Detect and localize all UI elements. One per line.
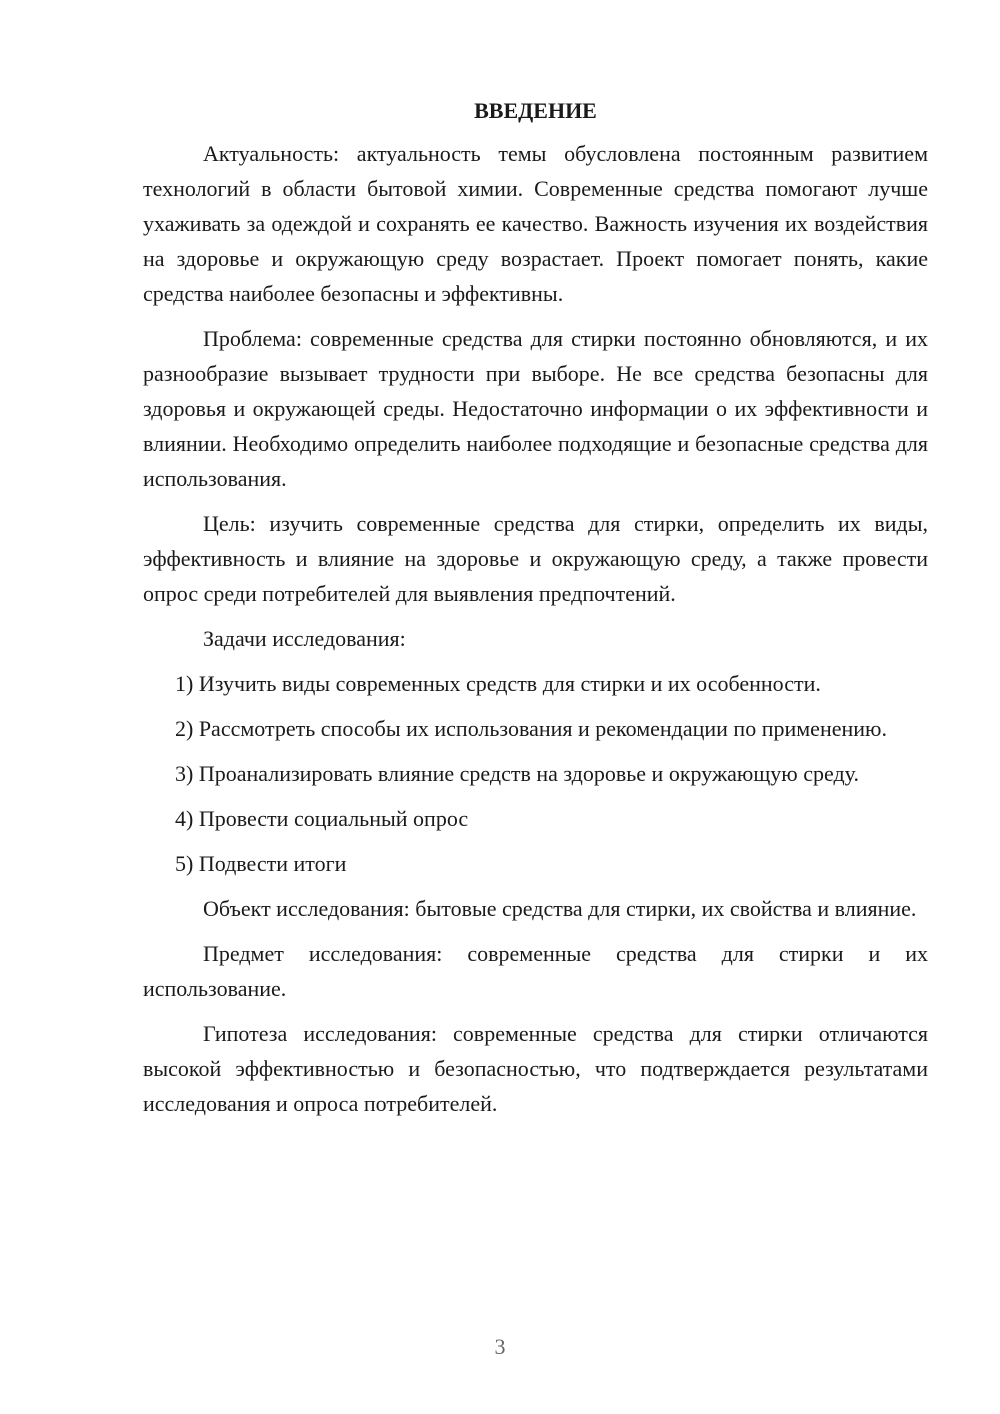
tasks-title: Задачи исследования: [203,626,406,651]
object-paragraph: Объект исследования: бытовые средства для стирки, их свойства и влияние. [203,896,917,921]
page-number: 3 [494,1334,506,1359]
task-item: 5) Подвести итоги [175,851,347,876]
task-item: 4) Провести социальный опрос [175,806,469,831]
relevance-paragraph: Актуальность: актуальность темы обусловлена постоянным развитием технологий в области бытовой химии. Современные средства помогают лучше ухаживать за одеждой и сохранять ее качество. Важность изучения их воздействия на здоровье и окружающую среду возрастает. Проект помогает понять, какие средства наиболее безопасны и эффективны. [143,141,928,306]
problem-paragraph: Проблема: современные средства для стирки постоянно обновляются, и их разнообразие вызывает трудности при выборе. Не все средства безопасны для здоровья и окружающей среды. Недостаточно информации о их эффективности и влиянии. Необходимо определить наиболее подходящие и безопасные средства для использования. [143,326,928,491]
page-content [143,94,928,1131]
subject-paragraph: Предмет исследования: современные средства для стирки и их использование. [143,941,928,1001]
section-heading: ВВЕДЕНИЕ [474,98,597,123]
task-item: 1) Изучить виды современных средств для стирки и их особенности. [175,671,821,696]
hypothesis-paragraph: Гипотеза исследования: современные средства для стирки отличаются высокой эффективностью и безопасностью, что подтверждается результатами исследования и опроса потребителей. [143,1021,928,1116]
goal-paragraph: Цель: изучить современные средства для стирки, определить их виды, эффективность и влияние на здоровье и окружающую среду, а также провести опрос среди потребителей для выявления предпочтений. [143,511,928,606]
task-item: 2) Рассмотреть способы их использования и рекомендации по применению. [175,716,887,741]
task-item: 3) Проанализировать влияние средств на здоровье и окружающую среду. [175,761,859,786]
